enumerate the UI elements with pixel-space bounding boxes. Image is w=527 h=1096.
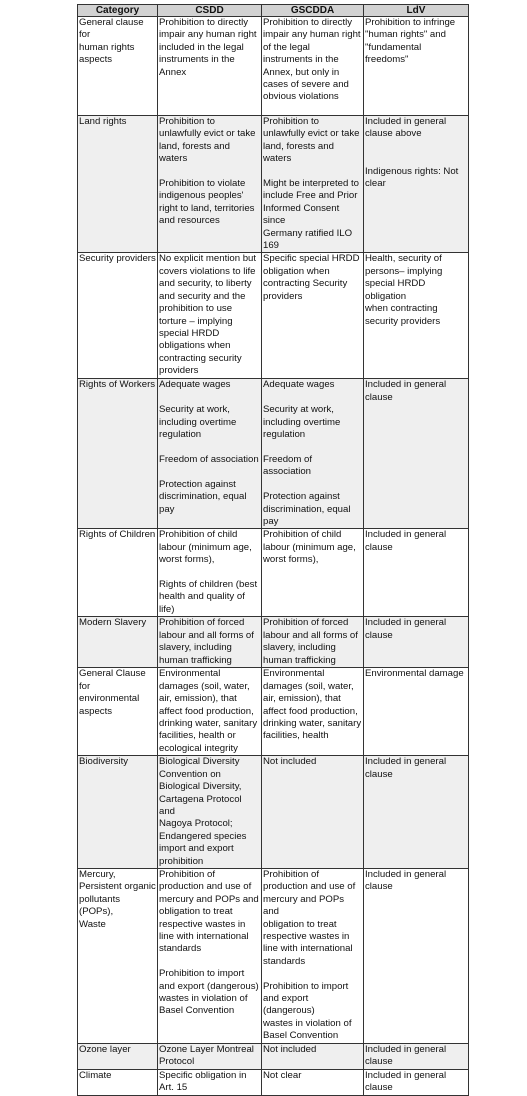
category-cell: Security providers — [78, 253, 158, 379]
ldv-cell: Included in general clause — [364, 529, 469, 617]
csdd-cell: No explicit mention but covers violations to life and security, to liberty and security and the prohibition to use torture – implying special HRDD obligations when contracting security providers — [158, 253, 262, 379]
gscdda-cell: Environmental damages (soil, water, air, emission), that affect food production, drinking water, sanitary facilities, health — [262, 668, 364, 756]
gscdda-cell: Not included — [262, 756, 364, 869]
gscdda-cell: Not clear — [262, 1069, 364, 1095]
csdd-cell: Biological Diversity Convention on Biological Diversity, Cartagena Protocol and Nagoya Protocol; Endangered species import and export prohibition — [158, 756, 262, 869]
table-row — [78, 253, 469, 379]
table-row — [78, 668, 469, 756]
csdd-cell: Prohibition of forced labour and all forms of slavery, including human trafficking — [158, 617, 262, 668]
header-csdd: CSDD — [158, 5, 262, 17]
gscdda-cell: Prohibition to unlawfully evict or take land, forests and waters Might be interpreted to include Free and Prior Informed Consent since Germany ratified ILO 169 — [262, 116, 364, 253]
gscdda-cell: Prohibition of child labour (minimum age, worst forms), — [262, 529, 364, 617]
ldv-cell: Included in general clause — [364, 1043, 469, 1069]
category-cell: Climate — [78, 1069, 158, 1095]
ldv-cell: Health, security of persons– implying special HRDD obligation when contracting security providers — [364, 253, 469, 379]
csdd-cell: Adequate wages Security at work, including overtime regulation Freedom of association Protection against discrimination, equal pay — [158, 379, 262, 529]
table-row — [78, 617, 469, 668]
csdd-cell: Prohibition of child labour (minimum age, worst forms), Rights of children (best health and quality of life) — [158, 529, 262, 617]
comparison-table — [77, 4, 469, 1096]
ldv-cell: Included in general clause — [364, 617, 469, 668]
table-row — [78, 1043, 469, 1069]
category-cell: Ozone layer — [78, 1043, 158, 1069]
ldv-cell: Included in general clause — [364, 756, 469, 869]
category-cell: Rights of Children — [78, 529, 158, 617]
ldv-cell: Environmental damage — [364, 668, 469, 756]
csdd-cell: Environmental damages (soil, water, air, emission), that affect food production, drinking water, sanitary facilities, health or ecological integrity — [158, 668, 262, 756]
category-cell: Land rights — [78, 116, 158, 253]
csdd-cell: Ozone Layer Montreal Protocol — [158, 1043, 262, 1069]
gscdda-cell: Prohibition of production and use of mercury and POPs and obligation to treat respective wastes in line with international standards Prohibition to import and export (dangerous) wastes in violation of Basel Convention — [262, 869, 364, 1044]
header-gscdda: GSCDDA — [262, 5, 364, 17]
table-row — [78, 116, 469, 253]
category-cell: General Clause for environmental aspects — [78, 668, 158, 756]
header-category: Category — [78, 5, 158, 17]
ldv-cell: Included in general clause — [364, 1069, 469, 1095]
table-row — [78, 529, 469, 617]
gscdda-cell: Specific special HRDD obligation when contracting Security providers — [262, 253, 364, 379]
gscdda-cell: Prohibition of forced labour and all forms of slavery, including human trafficking — [262, 617, 364, 668]
category-cell: Biodiversity — [78, 756, 158, 869]
ldv-cell: Included in general clause — [364, 379, 469, 529]
header-row — [78, 5, 469, 17]
csdd-cell: Prohibition of production and use of mercury and POPs and obligation to treat respective wastes in line with international standards Prohibition to import and export (dangerous) wastes in violation of Basel Convention — [158, 869, 262, 1044]
gscdda-cell: Adequate wages Security at work, including overtime regulation Freedom of association Protection against discrimination, equal pay — [262, 379, 364, 529]
csdd-cell: Specific obligation in Art. 15 — [158, 1069, 262, 1095]
category-cell: General clause for human rights aspects — [78, 17, 158, 116]
table-row — [78, 756, 469, 869]
ldv-cell: Prohibition to infringe "human rights" and "fundamental freedoms" — [364, 17, 469, 116]
category-cell: Modern Slavery — [78, 617, 158, 668]
category-cell: Rights of Workers — [78, 379, 158, 529]
category-cell: Mercury, Persistent organic pollutants (POPs), Waste — [78, 869, 158, 1044]
ldv-cell: Included in general clause above Indigenous rights: Not clear — [364, 116, 469, 253]
csdd-cell: Prohibition to directly impair any human right included in the legal instruments in the Annex — [158, 17, 262, 116]
csdd-cell: Prohibition to unlawfully evict or take land, forests and waters Prohibition to violate indigenous peoples' right to land, territories and resources — [158, 116, 262, 253]
table-row — [78, 17, 469, 116]
ldv-cell: Included in general clause — [364, 869, 469, 1044]
gscdda-cell: Prohibition to directly impair any human right of the legal instruments in the Annex, but only in cases of severe and obvious violations — [262, 17, 364, 116]
table-row — [78, 1069, 469, 1095]
header-ldv: LdV — [364, 5, 469, 17]
table-row — [78, 379, 469, 529]
gscdda-cell: Not included — [262, 1043, 364, 1069]
table-row — [78, 869, 469, 1044]
